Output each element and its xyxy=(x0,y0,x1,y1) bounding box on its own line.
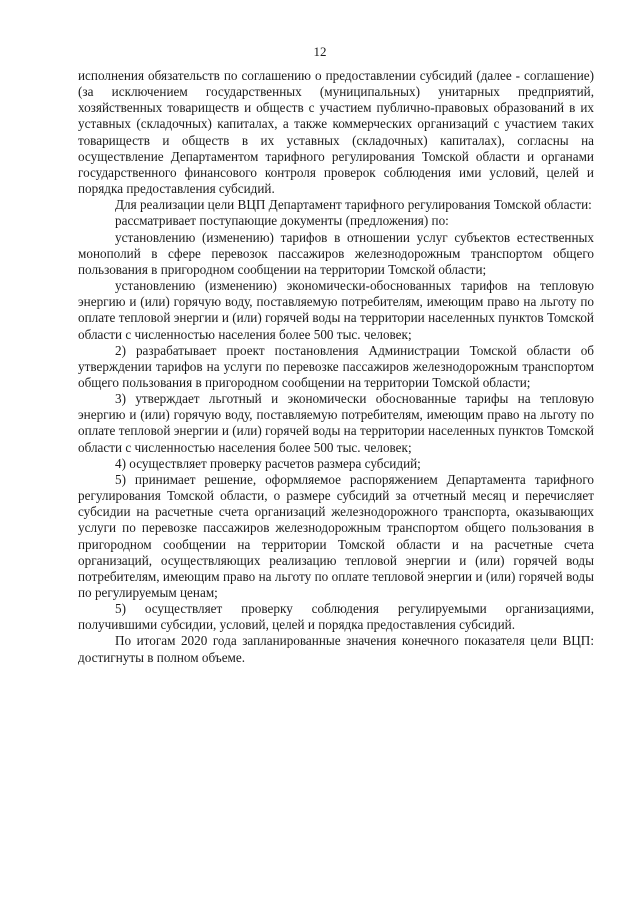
list-item-3: 3) утверждает льготный и экономически обоснованные тарифы на тепловую энергию и (или) горячую воду, поставляемую потребителям, имеющим право на льготу по оплате тепловой энергии и (или) горячей воды на территории населенных пунктов Томской области с численностью населения более 500 тыс. человек; xyxy=(78,391,594,455)
paragraph-rail-tariffs: установлению (изменению) тарифов в отношении услуг субъектов естественных монополий в сфере перевозок пассажиров железнодорожным транспортом общего пользования в пригородном сообщении на территории Томской области; xyxy=(78,229,594,277)
list-item-5-verification: 5) осуществляет проверку соблюдения регулируемыми организациями, получившими субсидии, условий, целей и порядка предоставления субсидий. xyxy=(78,601,594,633)
paragraph-implementation-intro: Для реализации цели ВЦП Департамент тарифного регулирования Томской области: xyxy=(115,197,592,213)
document-body xyxy=(78,68,594,666)
paragraph-continuation-agreement: исполнения обязательств по соглашению о предоставлении субсидий (далее - соглашение) (за исключением государственных (муниципальных) унитарных предприятий, хозяйственных товариществ и обществ с участием публично-правовых образований в их уставных (складочных) капиталах, а также коммерческих организаций с участием таких товариществ и обществ в их уставных (складочных) капиталах), согласны на осуществление Департаментом тарифного регулирования Томской области и органами государственного финансового контроля проверок соблюдения ими условий, целей и порядка предоставления субсидий. xyxy=(78,68,594,197)
list-item-2: 2) разрабатывает проект постановления Администрации Томской области об утверждении тарифов на услуги по перевозке пассажиров железнодорожным транспортом общего пользования в пригородном сообщении на территории Томской области; xyxy=(78,342,594,390)
paragraph-reviews-documents: рассматривает поступающие документы (предложения) по: xyxy=(115,213,449,229)
page-number: 12 xyxy=(313,44,327,59)
list-item-5-decision: 5) принимает решение, оформляемое распоряжением Департамента тарифного регулирования Томской области, о размере субсидий за отчетный месяц и перечисляет субсидии на расчетные счета организаций железнодорожного транспорта, оказывающих услуги по перевозке пассажиров железнодорожным транспортом общего пользования в пригородном сообщении на территории Томской области и на расчетные счета организаций, осуществляющих реализацию тепловой энергии и (или) горячей воды потребителям, имеющим право на льготу по оплате тепловой энергии и (или) горячей воды по регулируемым ценам; xyxy=(78,471,594,600)
list-item-4: 4) осуществляет проверку расчетов размера субсидий; xyxy=(115,455,421,471)
paragraph-results-2020: По итогам 2020 года запланированные значения конечного показателя цели ВЦП: достигнуты в полном объеме. xyxy=(78,633,594,665)
paragraph-heat-tariffs: установлению (изменению) экономически-обоснованных тарифов на тепловую энергию и (или) горячую воду, поставляемую потребителям, имеющим право на льготу по оплате тепловой энергии и (или) горячей воды на территории населенных пунктов Томской области с численностью населения более 500 тыс. человек; xyxy=(78,278,594,342)
